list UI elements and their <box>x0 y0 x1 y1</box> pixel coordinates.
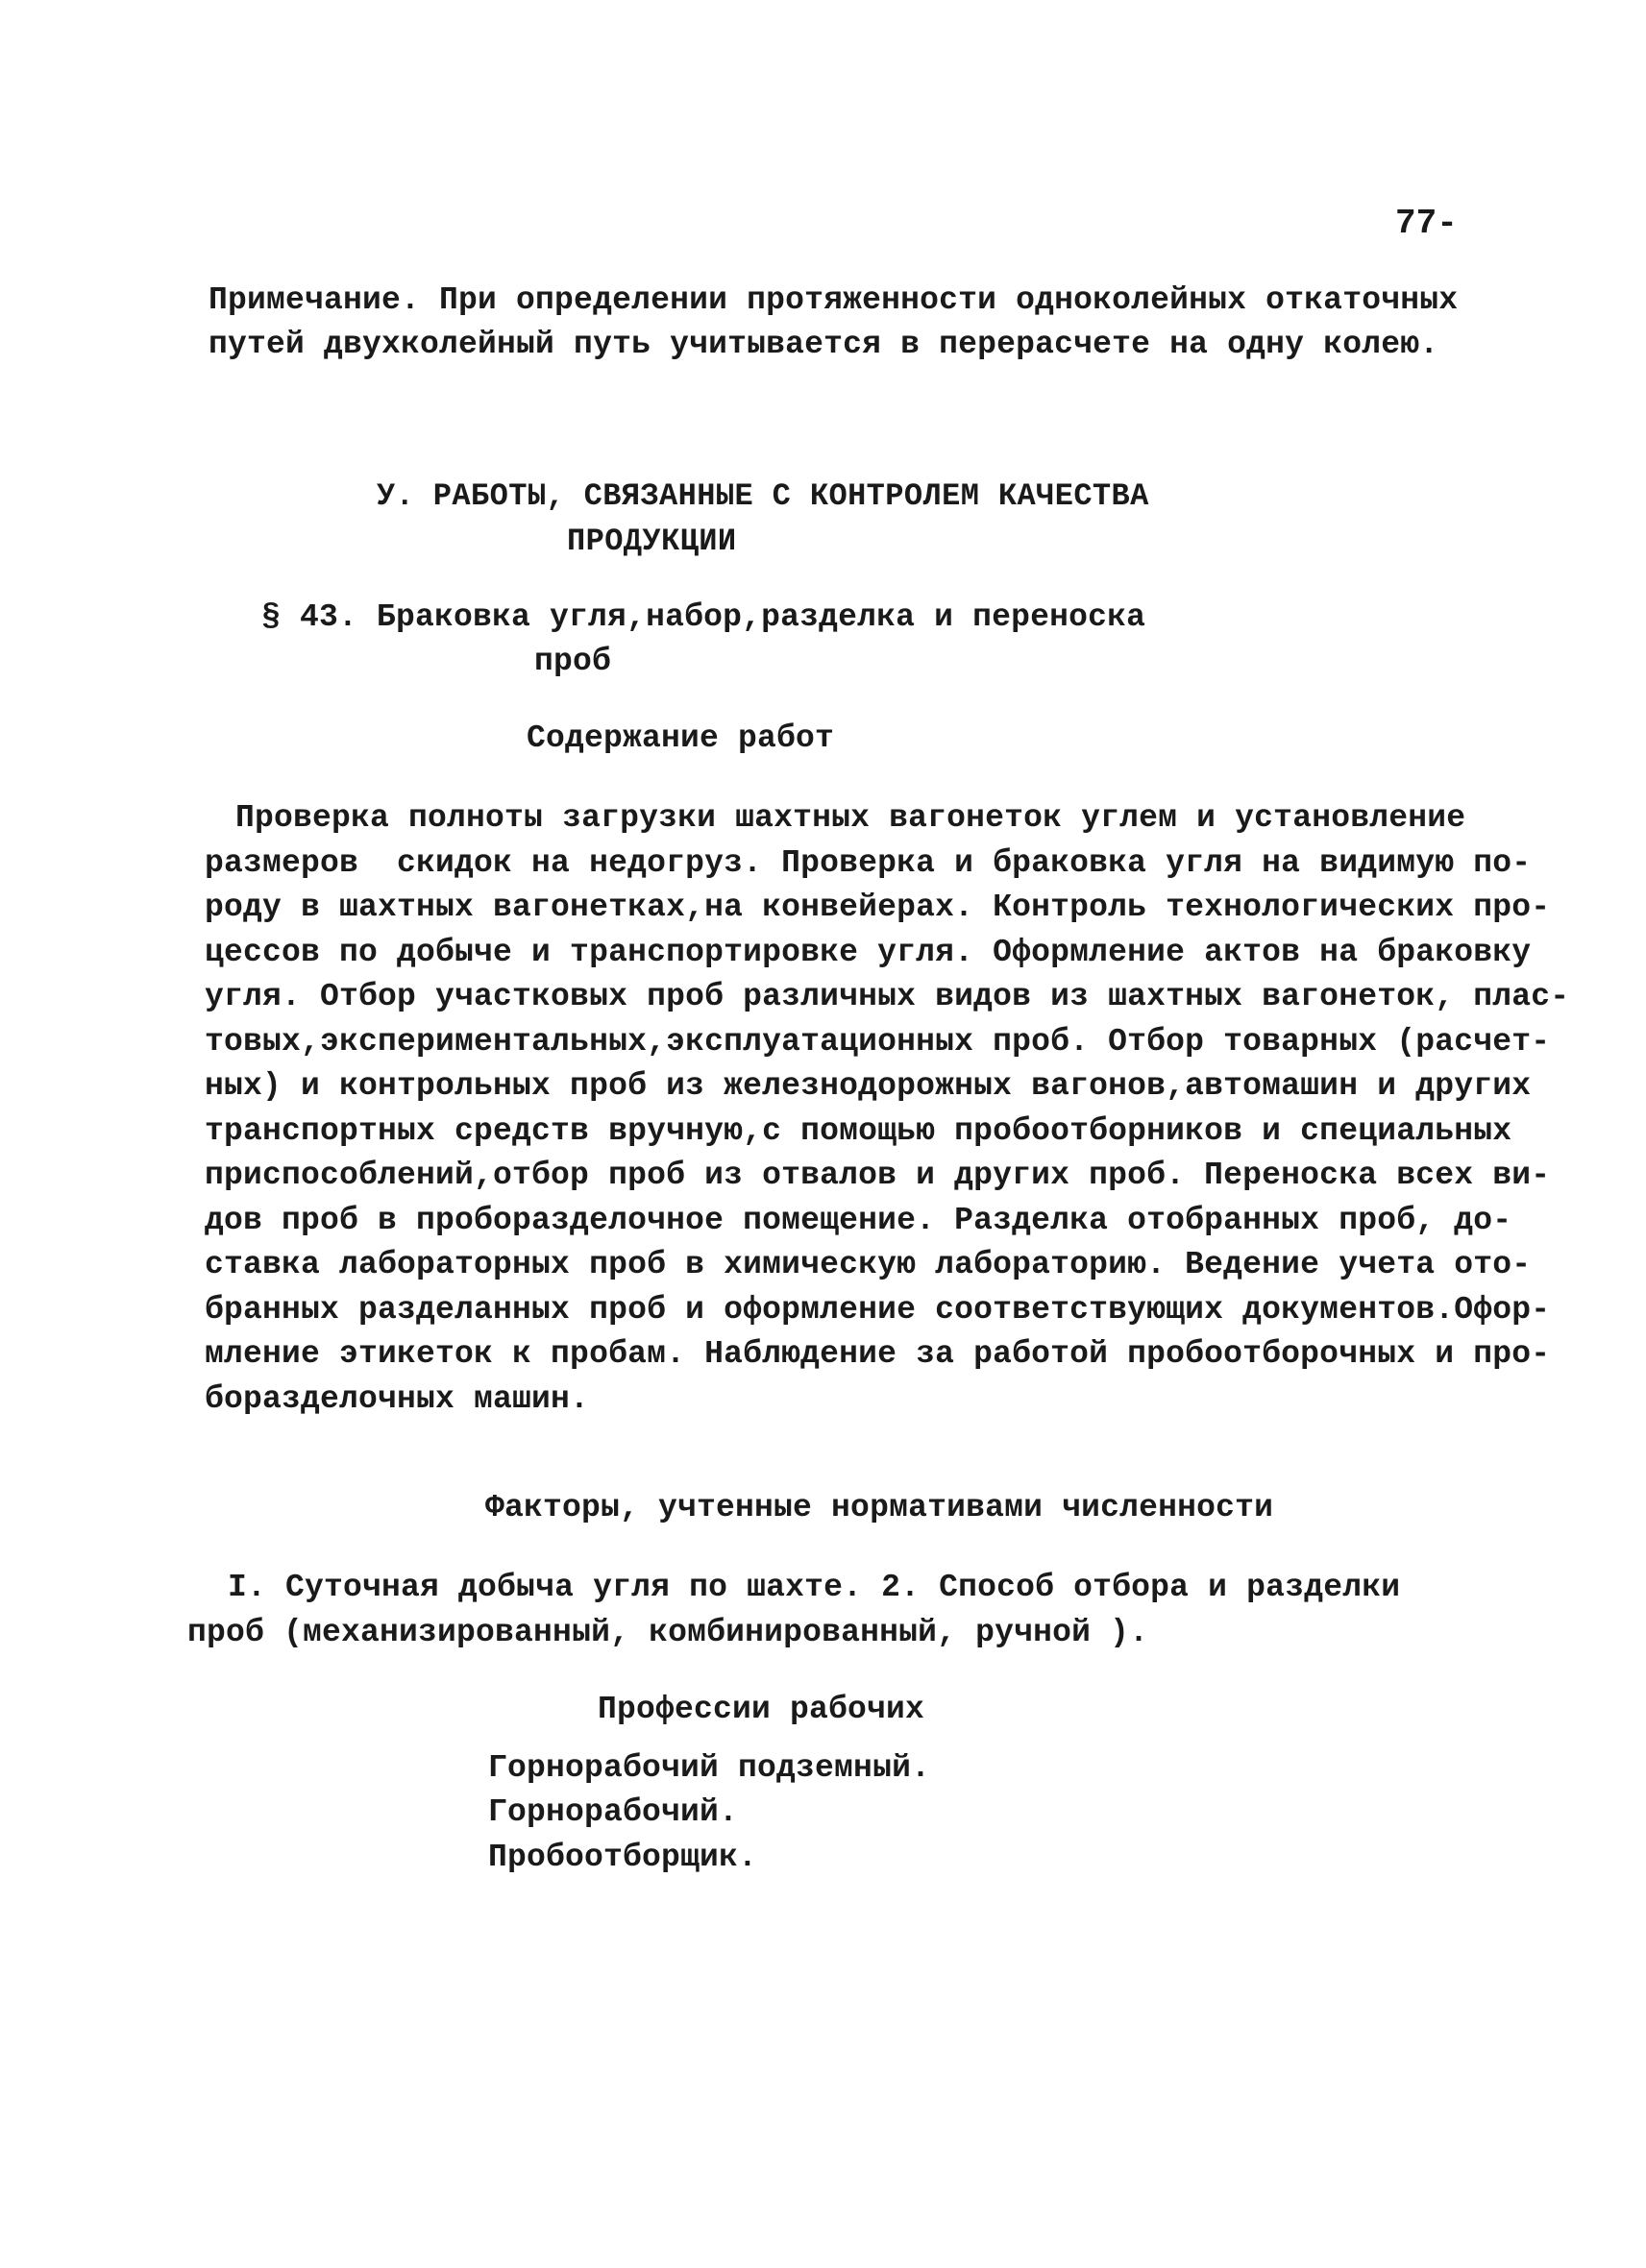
content-line: роду в шахтных вагонетках,на конвейерах. Контроль технологических про- <box>205 890 1551 925</box>
content-line: транспортных средств вручную,с помощью пробоотборников и специальных <box>205 1113 1512 1149</box>
factors-heading: Факторы, учтенные нормативами численности <box>485 1490 1274 1525</box>
content-line: угля. Отбор участковых проб различных видов из шахтных вагонеток, плас- <box>205 979 1570 1014</box>
content-line: ных) и контрольных проб из железнодорожных вагонов,автомашин и других <box>205 1068 1532 1104</box>
content-line: боразделочных машин. <box>205 1381 590 1417</box>
content-line: товых,экспериментальных,эксплуатационных проб. Отбор товарных (расчет- <box>205 1024 1551 1060</box>
content-line: бранных разделанных проб и оформление соответствующих документов.Офор- <box>205 1292 1551 1328</box>
content-line: дов проб в проборазделочное помещение. Разделка отобранных проб, до- <box>205 1203 1512 1238</box>
content-line: ставка лабораторных проб в химическую лабораторию. Ведение учета ото- <box>205 1247 1532 1282</box>
paragraph-title-line-2: проб <box>534 644 612 679</box>
factors-line-1: I. Суточная добыча угля по шахте. 2. Способ отбора и разделки <box>151 1570 1401 1605</box>
content-line: цессов по добыче и транспортировке угля. Оформление актов на браковку <box>205 935 1532 970</box>
paragraph-title-line-1: § 43. Браковка угля,набор,разделка и переноска <box>261 599 1146 635</box>
profession-item: Горнорабочий. <box>488 1794 739 1830</box>
content-line: приспособлений,отбор проб из отвалов и других проб. Переноска всех ви- <box>205 1158 1551 1193</box>
content-heading: Содержание работ <box>527 720 835 756</box>
profession-item: Пробоотборщик. <box>488 1840 758 1875</box>
profession-item: Горнорабочий подземный. <box>488 1750 931 1786</box>
note-line-1: Примечание. При определении протяженности одноколейных откаточных <box>209 282 1459 318</box>
content-line: Проверка полноты загрузки шахтных вагонеток углем и установление <box>159 800 1466 836</box>
content-line: размеров скидок на недогруз. Проверка и браковка угля на видимую по- <box>205 845 1532 881</box>
section-title-line-1: У. РАБОТЫ, СВЯЗАННЫЕ С КОНТРОЛЕМ КАЧЕСТВА <box>377 478 1149 514</box>
professions-heading: Профессии рабочих <box>598 1692 925 1727</box>
factors-line-2: проб (механизированный, комбинированный, ручной ). <box>187 1615 1149 1650</box>
note-line-2: путей двухколейный путь учитывается в перерасчете на одну колею. <box>209 327 1439 362</box>
page-number: 77- <box>1395 204 1458 243</box>
content-line: мление этикеток к пробам. Наблюдение за работой пробоотборочных и про- <box>205 1336 1551 1372</box>
section-title-line-2: ПРОДУКЦИИ <box>567 524 737 559</box>
